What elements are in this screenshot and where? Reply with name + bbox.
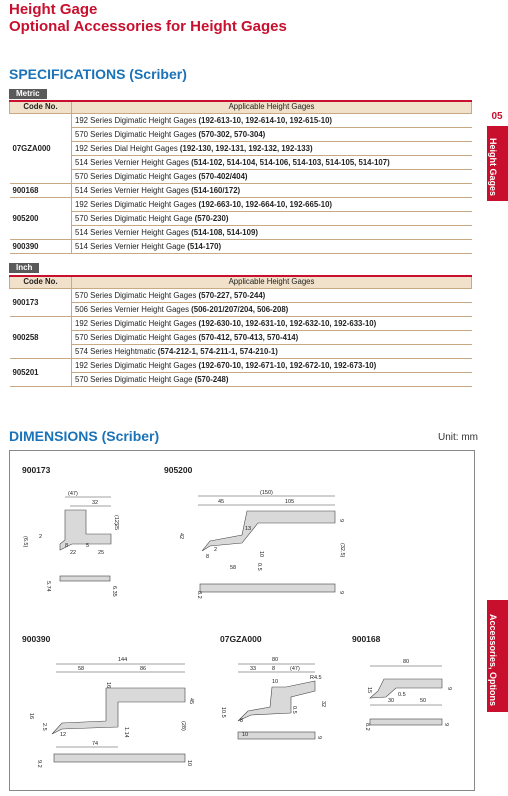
drawing-900390 [52, 664, 185, 762]
page-title [9, 1, 287, 35]
dimension-value: 5 [86, 543, 90, 549]
dimension-value: 1.14 [123, 727, 129, 738]
dimension-value: 15 [366, 687, 372, 694]
table-row [10, 344, 472, 358]
dimension-value: 32 [320, 701, 326, 708]
applicable-cell: 514 Series Vernier Height Gages (514-160/172) [72, 183, 472, 197]
section-number: 05 [491, 111, 503, 122]
dimension-value: 10 [242, 732, 249, 738]
code-cell: 900258 [10, 316, 72, 358]
dimension-value: (6.5) [22, 536, 28, 548]
code-cell: 07GZA000 [10, 113, 72, 183]
table-row [10, 288, 472, 302]
dimension-value: 25 [113, 524, 119, 531]
table-row [10, 330, 472, 344]
dimension-value: 5.74 [45, 581, 51, 592]
dimension-value: 10.5 [220, 707, 226, 718]
applicable-cell: 570 Series Digimatic Height Gages (570-227, 570-244) [72, 288, 472, 302]
col-header-code: Code No. [10, 101, 72, 113]
code-cell: 900168 [10, 183, 72, 197]
dim-label-900390: 900390 [22, 634, 51, 644]
table-row [10, 155, 472, 169]
dimension-value: 6.35 [111, 586, 117, 597]
col-header-applicable: Applicable Height Gages [72, 101, 472, 113]
dimension-value: 30 [388, 698, 395, 704]
dimension-value: 42 [178, 533, 184, 540]
inch-label: Inch [9, 263, 39, 273]
dimension-value: (12) [113, 515, 119, 525]
applicable-cell: 192 Series Digimatic Height Gages (192-670-10, 192-671-10, 192-672-10, 192-673-10) [72, 358, 472, 372]
dimension-value: 22 [70, 550, 77, 556]
dimension-value: 144 [118, 657, 128, 663]
table-row [10, 372, 472, 386]
applicable-cell: 192 Series Digimatic Height Gages (192-663-10, 192-664-10, 192-665-10) [72, 197, 472, 211]
applicable-cell: 570 Series Digimatic Height Gage (570-230) [72, 211, 472, 225]
dimension-value: 16 [105, 682, 111, 689]
dim-label-07GZA000: 07GZA000 [220, 634, 262, 644]
table-row [10, 316, 472, 330]
dimension-value: 80 [272, 657, 279, 663]
applicable-cell: 514 Series Vernier Height Gages (514-108, 514-109) [72, 225, 472, 239]
dimension-value: 16 [28, 713, 34, 720]
inch-spec-table [9, 275, 472, 387]
dimension-value: 10 [272, 679, 279, 685]
dimension-value: (150) [260, 490, 273, 496]
applicable-cell: 514 Series Vernier Height Gage (514-170) [72, 239, 472, 253]
dimension-value: 32 [92, 500, 99, 506]
dimension-value: (47) [290, 666, 300, 672]
dimension-value: 10 [258, 551, 264, 558]
table-row [10, 302, 472, 316]
table-row [10, 239, 472, 253]
applicable-cell: 192 Series Digimatic Height Gages (192-613-10, 192-614-10, 192-615-10) [72, 113, 472, 127]
code-cell: 900390 [10, 239, 72, 253]
dimension-value: 8 [240, 718, 244, 724]
dimension-value: 9.2 [36, 760, 42, 768]
side-tab-label-2: Accessories, Options [488, 614, 498, 707]
side-tab-label-1: Height Gages [488, 138, 498, 197]
dimension-value: 9 [338, 519, 344, 523]
dimension-value: 80 [403, 659, 410, 665]
drawing-905200 [198, 496, 335, 592]
dimension-value: 45 [188, 698, 194, 705]
dimension-value: 33 [250, 666, 257, 672]
dimension-value: 2.5 [41, 723, 47, 731]
applicable-cell: 570 Series Digimatic Height Gages (570-402/404) [72, 169, 472, 183]
applicable-cell: 192 Series Digimatic Height Gages (192-630-10, 192-631-10, 192-632-10, 192-633-10) [72, 316, 472, 330]
dimension-value: 10 [186, 760, 192, 767]
applicable-cell: 574 Series Heightmatic (574-212-1, 574-211-1, 574-210-1) [72, 344, 472, 358]
code-cell: 900173 [10, 288, 72, 316]
dim-label-905200: 905200 [164, 465, 193, 475]
dimensions-heading: DIMENSIONS (Scriber) [9, 428, 160, 444]
applicable-cell: 570 Series Digimatic Height Gages (570-302, 570-304) [72, 127, 472, 141]
dimension-value: 25 [98, 550, 105, 556]
table-row [10, 141, 472, 155]
dimension-value: 13 [245, 526, 252, 532]
dimension-value: 9 [446, 687, 452, 691]
dimension-value: 0.5 [291, 706, 297, 714]
dimension-value: 12 [60, 732, 67, 738]
dim-label-900168: 900168 [352, 634, 381, 644]
col-header-code: Code No. [10, 276, 72, 288]
title-line-2: Optional Accessories for Height Gages [9, 18, 287, 35]
title-line-1: Height Gage [9, 1, 98, 18]
dimension-value: 9 [338, 591, 344, 595]
dimension-value: 58 [230, 565, 237, 571]
dimension-value: 74 [92, 741, 99, 747]
applicable-cell: 570 Series Digimatic Height Gages (570-412, 570-413, 570-414) [72, 330, 472, 344]
dimensions-panel [9, 450, 475, 791]
table-row [10, 183, 472, 197]
code-cell: 905201 [10, 358, 72, 386]
dimension-value: 8 [272, 666, 276, 672]
dimension-value: 2 [214, 547, 218, 553]
table-row [10, 225, 472, 239]
dimension-value: 8.2 [196, 591, 202, 599]
drawing-900168 [370, 666, 442, 725]
dimension-value: (32.5) [339, 543, 345, 558]
dimension-drawings [10, 451, 476, 792]
dimension-value: (47) [68, 491, 78, 497]
dimension-value: 58 [78, 666, 85, 672]
dimension-value: 8 [65, 543, 69, 549]
dimension-value: 0.5 [256, 563, 262, 571]
dimension-value: 86 [140, 666, 147, 672]
dimension-value: R4.5 [310, 675, 322, 681]
applicable-cell: 514 Series Vernier Height Gages (514-102, 514-104, 514-106, 514-103, 514-105, 514-107) [72, 155, 472, 169]
dimension-value: 2 [39, 534, 43, 540]
code-cell: 905200 [10, 197, 72, 239]
table-row [10, 113, 472, 127]
dimension-value: 105 [285, 499, 295, 505]
dimension-value: 8 [206, 554, 210, 560]
col-header-applicable: Applicable Height Gages [72, 276, 472, 288]
drawing-900173 [60, 497, 111, 581]
table-row [10, 197, 472, 211]
metric-spec-table [9, 100, 472, 254]
drawing-07GZA000 [238, 664, 315, 739]
dimension-value: 45 [218, 499, 225, 505]
table-row [10, 358, 472, 372]
applicable-cell: 192 Series Dial Height Gages (192-130, 192-131, 192-132, 192-133) [72, 141, 472, 155]
applicable-cell: 570 Series Digimatic Height Gage (570-248) [72, 372, 472, 386]
dimension-values-905200 [178, 490, 345, 599]
dimension-value: 50 [420, 698, 427, 704]
unit-label: Unit: mm [438, 432, 478, 443]
table-row [10, 211, 472, 225]
applicable-cell: 506 Series Vernier Height Gages (506-201/207/204, 506-208) [72, 302, 472, 316]
metric-label: Metric [9, 89, 47, 99]
dimension-value: 9 [443, 723, 449, 727]
dimension-value: 8.2 [364, 723, 370, 731]
table-row [10, 169, 472, 183]
specifications-heading: SPECIFICATIONS (Scriber) [9, 66, 187, 82]
dimension-value: 9 [316, 736, 322, 740]
dim-label-900173: 900173 [22, 465, 51, 475]
table-row [10, 127, 472, 141]
dimension-value: 0.5 [398, 692, 406, 698]
dimension-value: (28) [180, 721, 186, 731]
